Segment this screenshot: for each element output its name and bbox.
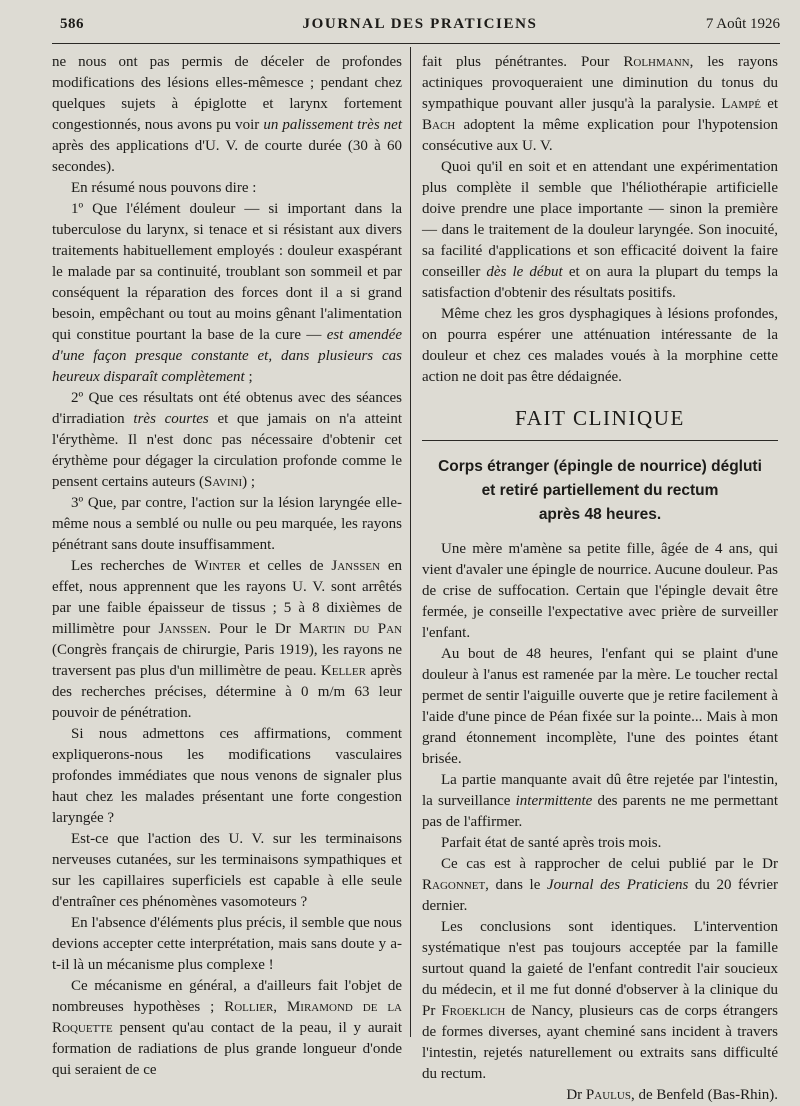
paragraph: ne nous ont pas permis de déceler de profondes modifications des lésions elles-mêmesce ; pendant chez quelques sujets à épiglotte et larynx fortement congestionnés, nous avons pu voir un palissement très net après des applications d'U. V. de courte durée (30 à 60 secondes). [52,54,403,175]
paragraph: En l'absence d'éléments plus précis, il semble que nous devions accepter cette interprétation, mais sans doute y a-t-il là un mécanisme plus complexe ! [52,915,402,973]
paragraph: Même chez les gros dysphagiques à lésions profondes, on pourra espérer une atténuation intéressante de la douleur et chez ces malades voués à la morphine cette action ne doit pas être dédaignée. [422,306,778,385]
paragraph: 1º Que l'élément douleur — si important dans la tuberculose du larynx, si tenace et si résistant aux divers traitements habituellement employés : douleur exaspérant le malade par sa continuité, troublant son sommeil et par conséquent la réparation des forces dont il a si grand besoin, empêchant ou tout au moins gênant l'alimentation qui constitue pourtant la base de la cure — est amendée d'une façon presque constante et, dans plusieurs cas heureux disparaît complètement ; [52,201,402,385]
paragraph: La partie manquante avait dû être rejetée par l'intestin, la surveillance intermittente des parents ne me permettant pas de l'affirmer. [422,772,779,830]
author-signature: Dr Paulus, de Benfeld (Bas-Rhin). [566,1087,778,1103]
running-header [60,16,780,40]
paragraph: En résumé nous pouvons dire : [71,180,257,196]
page-number: 586 [60,16,84,32]
paragraph: 2º Que ces résultats ont été obtenus avec des séances d'irradiation très courtes et que jamais on n'a atteint l'érythème. Il n'est donc pas nécessaire d'obtenir cet érythème pour dégager la circulation profonde comme le pensent certains auteurs (Savini) ; [52,390,403,490]
paragraph: Si nous admettons ces affirmations, comment expliquerons-nous les modifications vasculaires profondes immédiates que nous venons de signaler plus haut chez les malades présentant une forte congestion laryngée ? [52,726,402,826]
paragraph: Au bout de 48 heures, l'enfant qui se plaint d'une douleur à l'anus est ramenée par la mère. Le toucher rectal permet de sentir l'aiguille ouverte que je retire facilement à l'aide d'une pince de Péan fixée sur la pointe... Mais à mon grand étonnement incomplète, l'une des pointes étant brisée. [422,646,778,767]
paragraph: Ce mécanisme en général, a d'ailleurs fait l'objet de nombreuses hypothèses ; Rollier, Miramond de la Roquette pensent qu'au contact de la peau, il y aurait formation de radiations de plus grande longueur d'onde qui seraient de ce [52,978,402,1078]
section-title: FAIT CLINIQUE [515,406,685,430]
paragraph: Parfait état de santé après trois mois. [441,835,662,851]
left-column [52,52,402,1081]
paragraph: Est-ce que l'action des U. V. sur les terminaisons nerveuses cutanées, sur les terminaisons sympathiques et sur les capillaires superficiels est capable à elle seule d'entraîner ces phénomènes vasomoteurs ? [52,831,402,910]
issue-date: 7 Août 1926 [705,16,780,32]
journal-title: JOURNAL DES PRATICIENS [302,16,538,32]
paragraph: 3º Que, par contre, l'action sur la lésion laryngée elle-même nous a semblé ou nulle ou peu marquée, les rayons pénétrant sans doute insuffisamment. [52,495,402,553]
paragraph: Ce cas est à rapprocher de celui publié par le Dr Ragonnet, dans le Journal des Praticiens du 20 février dernier. [422,856,779,914]
paragraph: Les conclusions sont identiques. L'intervention systématique n'est pas toujours acceptée par la famille surtout quand la gaieté de l'enfant contredit l'air soucieux du médecin, et il me fut donné d'observer à la clinique du Pr Froeklich de Nancy, plusieurs cas de corps étrangers de formes diverses, ayant cheminé sans incident à travers l'intestin, rejetés naturellement ou extraits sans difficulté du rectum. [422,919,779,1082]
right-column [422,52,778,1106]
paragraph: fait plus pénétrantes. Pour Rolhmann, les rayons actiniques provoqueraient une diminution du tonus du sympathique pouvant aller jusqu'à la paralysie. Lampé et Bach adoptent la même explication pour l'hypotension consécutive aux U. V. [422,54,779,154]
section-rule [422,440,778,441]
paragraph: Quoi qu'il en soit et en attendant une expérimentation plus complète il semble que l'héliothérapie artificielle doive prendre une place importante — sinon la première — dans le traitement de la douleur laryngée. Son inocuité, sa facilité d'applications et son efficacité doivent la faire conseiller dès le début et on aura la plupart du temps la satisfaction d'obtenir des résultats positifs. [422,159,779,301]
paragraph: Les recherches de Winter et celles de Janssen en effet, nous apprennent que les rayons U. V. sont arrêtés par une faible épaisseur de tissus ; 5 à 8 dixièmes de millimètre pour Janssen. Pour le Dr Martin du Pan (Congrès français de chirurgie, Paris 1919), les rayons ne traversent pas plus d'un millimètre de peau. Keller après des recherches précises, détermine à 0 m/m 63 leur pouvoir de pénétration. [52,558,403,721]
article-title: Corps étranger (épingle de nourrice) dégluti et retiré partiellement du rectum après 48 heures. [438,458,762,523]
header-rule [52,43,780,44]
column-divider [410,47,411,1037]
paragraph: Une mère m'amène sa petite fille, âgée de 4 ans, qui vient d'avaler une épingle de nourrice. Aucune douleur. Pas de crise de suffocation. Certain que l'épingle devait être fermée, je conseille l'expectative avec prière de surveiller l'enfant. [422,541,778,641]
